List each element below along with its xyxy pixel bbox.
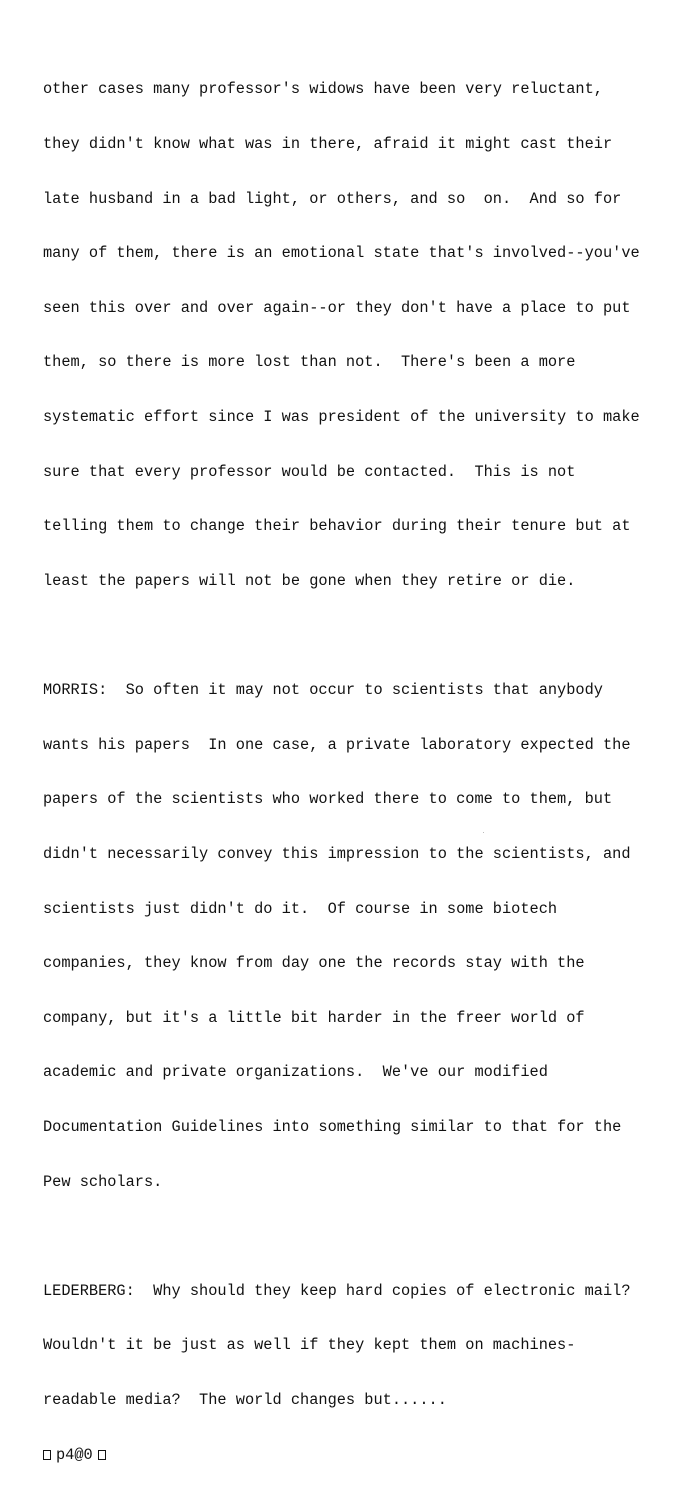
text-line: readable media? The world changes but...... (43, 1391, 447, 1409)
text-line: LEDERBERG: Why should they keep hard copies of electronic mail? (43, 1281, 631, 1300)
text-line: scientists just didn't do it. Of course in some biotech (43, 899, 558, 918)
paragraph-morris (43, 645, 683, 1228)
text-line: papers of the scientists who worked there to come to them, but (43, 790, 613, 809)
text-line: other cases many professor's widows have been very reluctant, (43, 80, 603, 99)
text-line: them, so there is more lost than not. There's been a more (43, 353, 576, 372)
text-line: late husband in a bad light, or others, and so on. And so for (43, 189, 622, 208)
text-line: they didn't know what was in there, afraid it might cast their (43, 135, 613, 154)
box-glyph-icon (98, 1450, 106, 1460)
scan-speck (483, 832, 484, 833)
text-line: Documentation Guidelines into something similar to that for the (43, 1117, 622, 1136)
text-line: Wouldn't it be just as well if they kept them on machines- (43, 1336, 576, 1355)
text-line: wants his papers In one case, a private laboratory expected the (43, 735, 631, 754)
text-line: telling them to change their behavior during their tenure but at (43, 517, 631, 536)
text-line: many of them, there is an emotional state that's involved--you've (43, 244, 640, 263)
paragraph-lederberg (43, 1245, 683, 1500)
paragraph-continuation (43, 44, 683, 627)
text-line: academic and private organizations. We've our modified (43, 1063, 548, 1082)
document-page (43, 44, 683, 1500)
box-glyph-icon (43, 1450, 51, 1460)
text-line: Pew scholars. (43, 1172, 163, 1191)
text-line: company, but it's a little bit harder in the freer world of (43, 1008, 585, 1027)
text-line: sure that every professor would be contacted. This is not (43, 462, 576, 481)
page-marker-text: p4@0 (56, 1445, 93, 1464)
text-line: least the papers will not be gone when they retire or die. (43, 571, 576, 590)
text-line: seen this over and over again--or they don't have a place to put (43, 298, 631, 317)
page-marker (43, 1446, 683, 1464)
text-line: companies, they know from day one the records stay with the (43, 954, 585, 973)
text-line: systematic effort since I was president of the university to make (43, 408, 640, 427)
text-line: didn't necessarily convey this impression to the scientists, and (43, 844, 631, 863)
text-line: MORRIS: So often it may not occur to scientists that anybody (43, 681, 603, 700)
